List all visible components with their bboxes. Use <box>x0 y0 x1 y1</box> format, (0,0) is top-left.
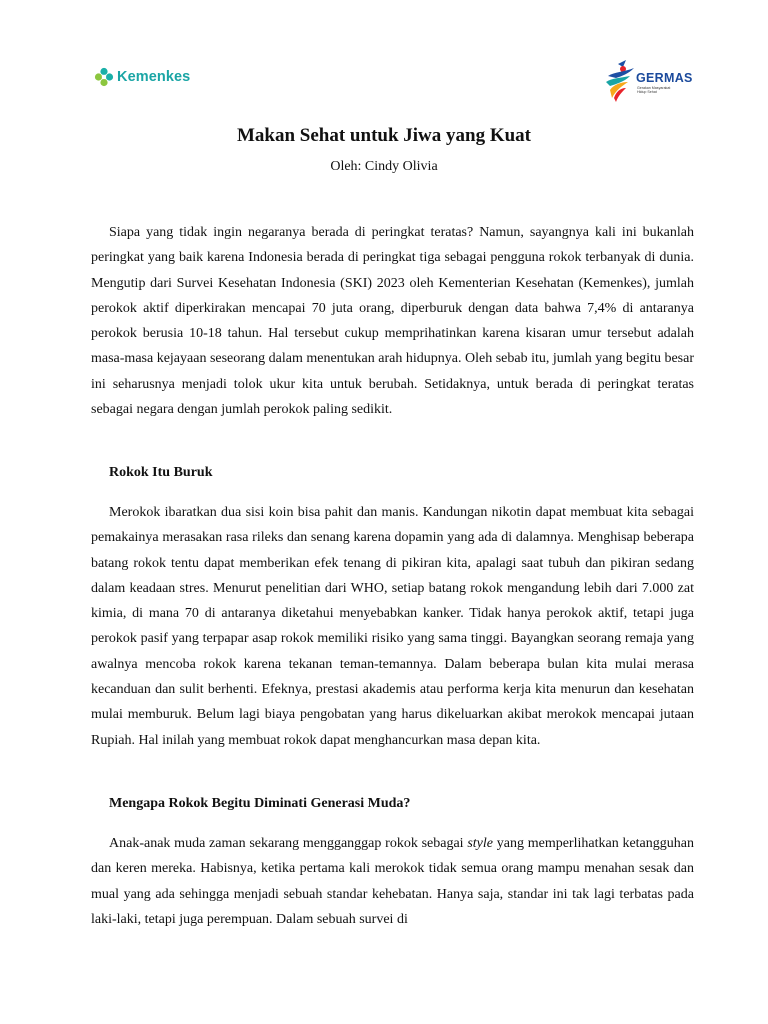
germas-logo-text: GERMAS <box>636 71 693 85</box>
section-heading-generasi-muda: Mengapa Rokok Begitu Diminati Generasi Muda? <box>109 796 411 811</box>
section-heading-rokok-itu-buruk: Rokok Itu Buruk <box>109 465 213 480</box>
paragraph-text: Merokok ibaratkan dua sisi koin bisa pahit dan manis. Kandungan nikotin dapat membuat kita sebagai pemakainya merasakan rasa rileks dan senang karena dopamin yang ada di dalamnya. Menghisap beberapa batang rokok tentu dapat memberikan efek tenang di pikiran kita, apalagi saat tubuh dan pikiran sedang dalam keadaan stres. Menurut penelitian dari WHO, setiap batang rokok mengandung lebih dari 7.000 zat kimia, di mana 70 di antaranya diketahui menyebabkan kanker. Tidak hanya perokok aktif, tetapi juga perokok pasif yang terpapar asap rokok memiliki risiko yang sama tinggi. Bayangkan seorang remaja yang awalnya mencoba rokok karena tekanan teman-temannya. Dalam beberapa bulan kita mulai merasa kecanduan dan sulit berhenti. Efeknya, prestasi akademis atau performa kerja kita menurun dan kesehatan mulai memburuk. Belum lagi biaya pengobatan yang harus dikeluarkan akibat merokok mencapai jutaan Rupiah. Hal inilah yang membuat rokok dapat menghancurkan masa depan kita. <box>91 505 694 748</box>
paragraph-text-end: yang memperlihatkan ketangguhan dan keren mereka. Habisnya, ketika pertama kali merokok tidak semua orang mampu menahan sesak dan mual yang ada sehingga menjadi sebuah standar kehebatan. Hanya saja, standar ini tak lagi terbatas pada laki-laki, tetapi juga perempuan. Dalam sebuah survei di <box>91 836 694 927</box>
germas-logo-subtext: Gerakan Masyarakat Hidup Sehat <box>637 86 671 95</box>
article-title: Makan Sehat untuk Jiwa yang Kuat <box>236 125 532 146</box>
paragraph-rokok-itu-buruk <box>91 500 694 753</box>
paragraph-text-italic: style <box>467 836 493 851</box>
paragraph-intro <box>91 220 694 422</box>
kemenkes-logo <box>94 64 190 90</box>
germas-logo <box>604 58 699 102</box>
kemenkes-flower-icon <box>94 67 114 87</box>
kemenkes-logo-text: Kemenkes <box>117 69 191 85</box>
paragraph-generasi-muda <box>91 831 694 932</box>
paragraph-text: Siapa yang tidak ingin negaranya berada di peringkat teratas? Namun, sayangnya kali ini bukanlah peringkat yang baik karena Indonesia berada di peringkat tiga sebagai pengguna rokok terbanyak di dunia. Mengutip dari Survei Kesehatan Indonesia (SKI) 2023 oleh Kementerian Kesehatan (Kemenkes), jumlah perokok aktif diperkirakan mencapai 70 juta orang, diperburuk dengan data bahwa 7,4% di antaranya perokok berusia 10-18 tahun. Hal tersebut cukup memprihatinkan karena kisaran umur tersebut adalah masa-masa kejayaan seseorang dalam menentukan arah hidupnya. Oleh sebab itu, jumlah yang begitu besar ini seharusnya menjadi tolok ukur kita untuk berubah. Setidaknya, untuk berada di peringkat teratas sebagai negara dengan jumlah perokok paling sedikit. <box>91 225 694 418</box>
paragraph-text-start: Anak-anak muda zaman sekarang mengganggap rokok sebagai <box>109 836 468 851</box>
paragraph-text <box>91 831 694 932</box>
article-author: Oleh: Cindy Olivia <box>330 159 438 174</box>
